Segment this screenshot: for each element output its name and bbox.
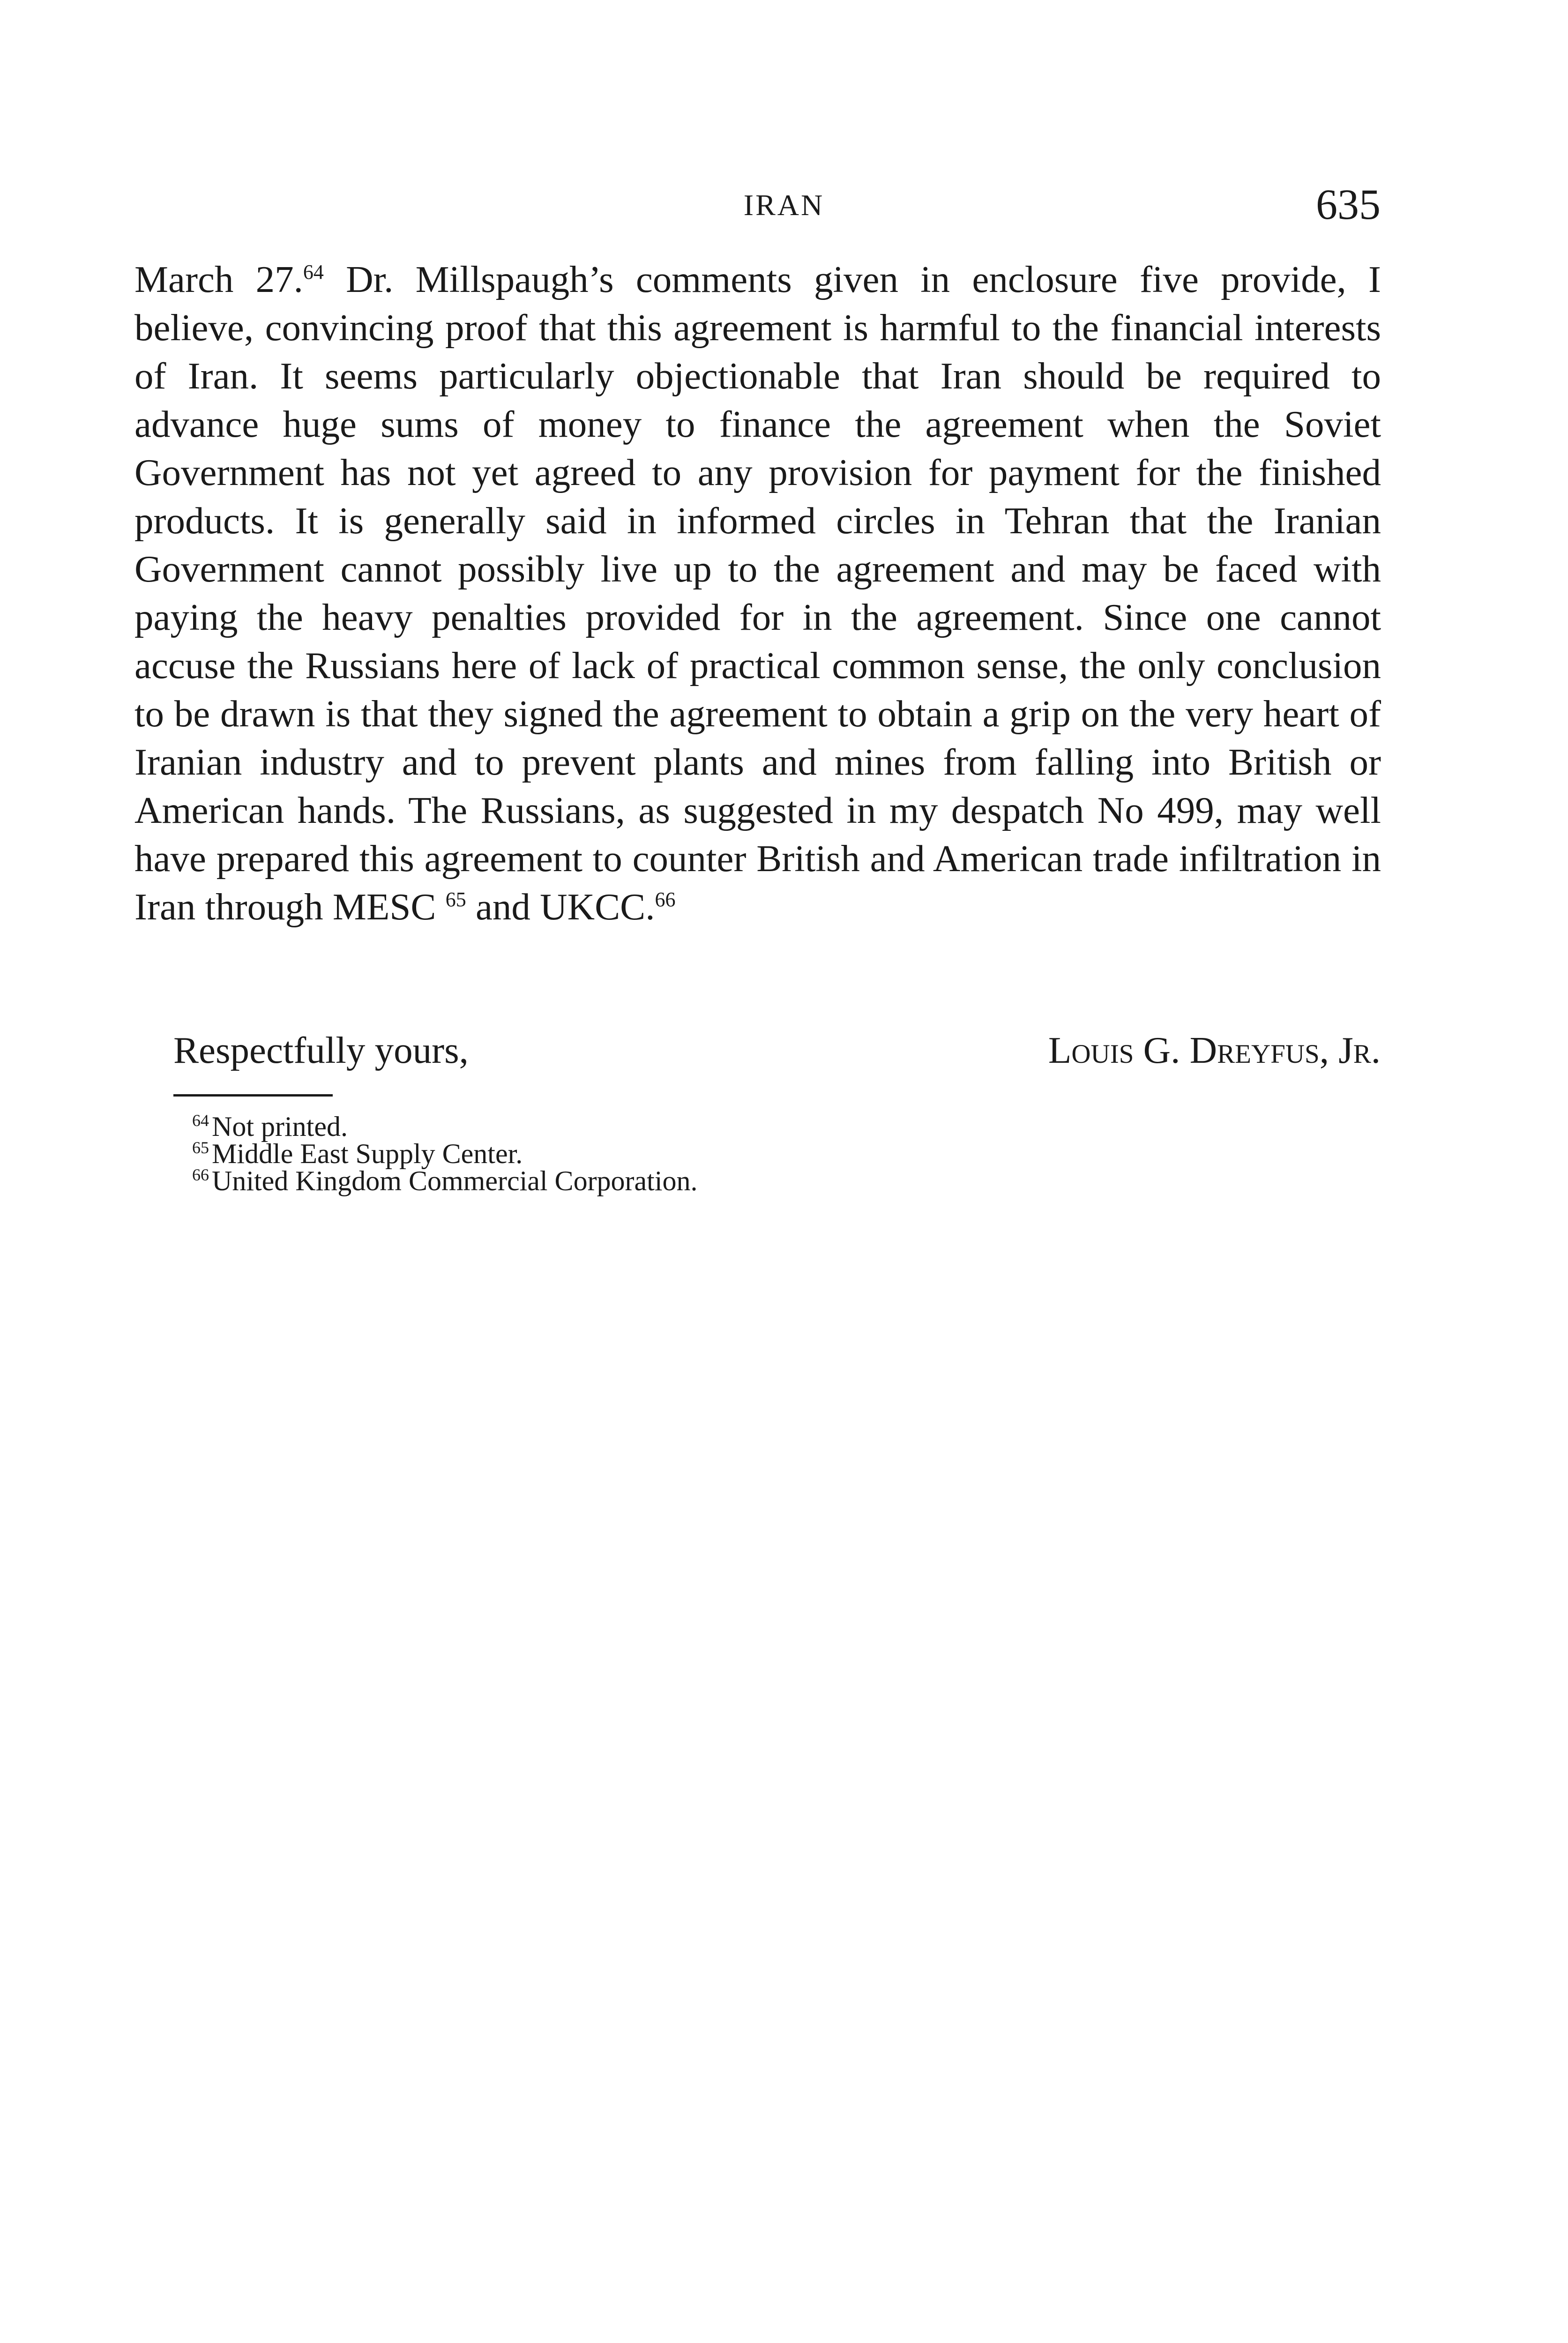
footnote-reference-65: 65 — [445, 888, 466, 911]
footnote-text: United Kingdom Commercial Corporation. — [212, 1165, 698, 1196]
signature: Louis G. Dreyfus, Jr. — [1048, 1029, 1381, 1071]
body-text-segment: March 27. — [134, 258, 303, 300]
footnotes — [192, 1113, 1317, 1194]
running-header — [0, 179, 1568, 231]
body-paragraph — [134, 255, 1381, 931]
running-title: IRAN — [743, 188, 825, 222]
footnote-reference-64: 64 — [303, 261, 324, 284]
page-number: 635 — [1316, 180, 1381, 228]
footnote-mark: 65 — [192, 1138, 209, 1157]
body-text-segment: and UKCC. — [466, 886, 655, 928]
footnote-64 — [192, 1113, 1317, 1140]
footnote-reference-66: 66 — [655, 888, 676, 911]
footnote-mark: 64 — [192, 1111, 209, 1130]
footnote-text: Not printed. — [212, 1111, 348, 1142]
footnote-text: Middle East Supply Center. — [212, 1138, 523, 1169]
footnote-mark: 66 — [192, 1165, 209, 1184]
footnote-65 — [192, 1140, 1317, 1167]
footnote-66 — [192, 1167, 1317, 1194]
body-text-segment: Dr. Millspaugh’s comments given in enclosure five provide, I believe, convincing proof that this agreement is harmful to the financial interests of Iran. It seems particularly objectionable that Iran should be required to advance huge sums of money to finance the agreement when the Soviet Government has not yet agreed to any provision for payment for the finished products. It is generally said in informed circles in Tehran that the Iranian Government cannot possibly live up to the agreement and may be faced with paying the heavy penalties provided for in the agreement. Since one cannot accuse the Russians here of lack of practical common sense, the only conclusion to be drawn is that they signed the agreement to obtain a grip on the very heart of Iranian industry and to prevent plants and mines from falling into British or American hands. The Russians, as suggested in my despatch No 499, may well have prepared this agreement to counter British and American trade infiltration in Iran through MESC — [134, 258, 1381, 928]
closing-salutation: Respectfully yours, — [173, 1029, 469, 1071]
footnote-divider — [173, 1094, 333, 1097]
